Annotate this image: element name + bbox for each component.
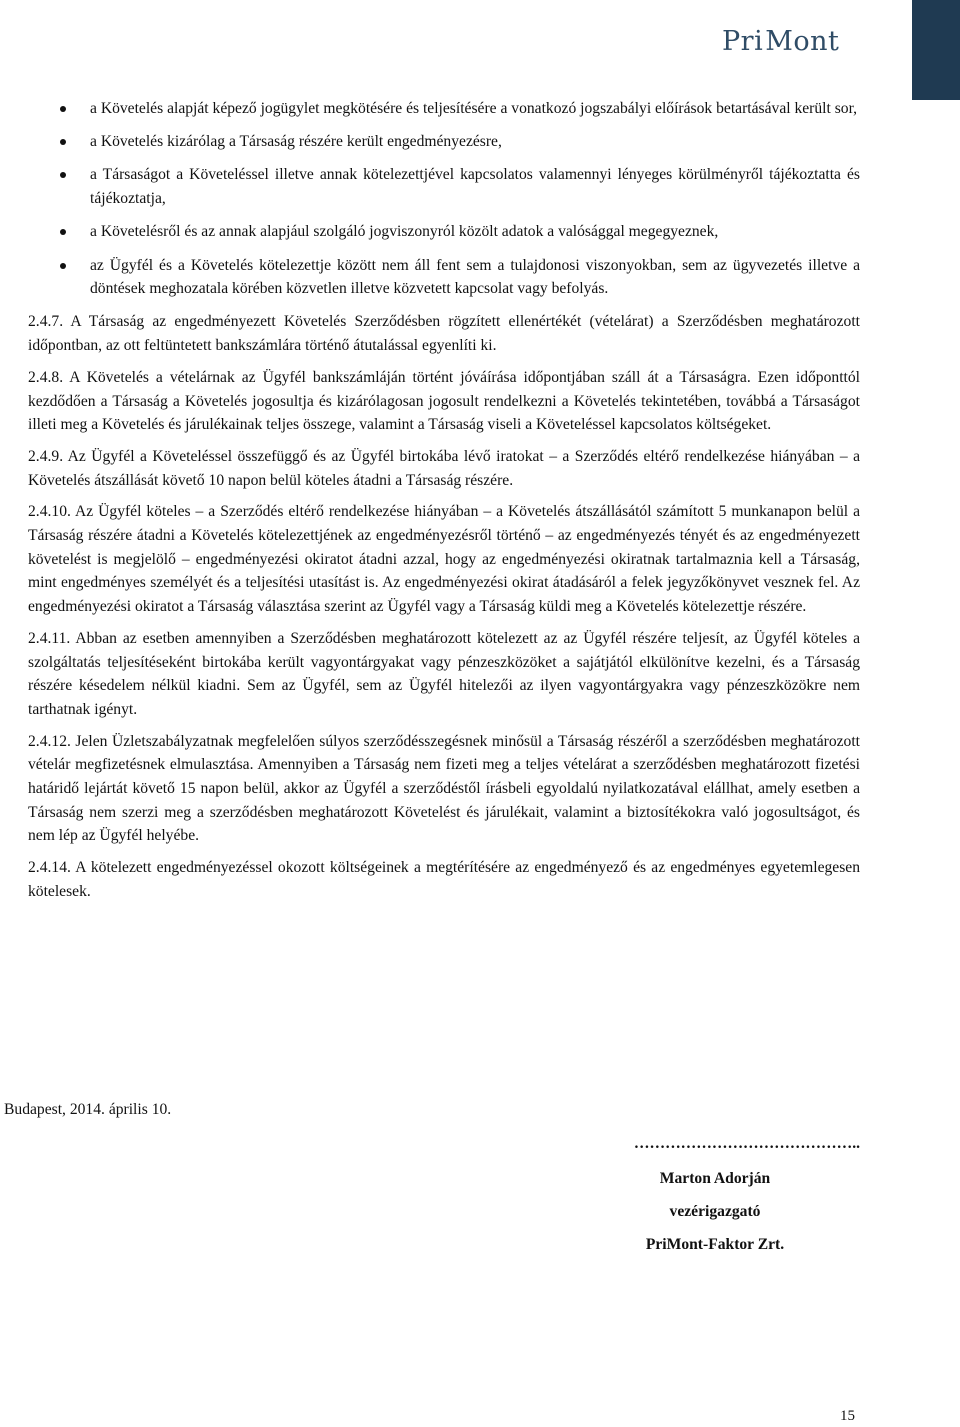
primont-logo <box>722 26 839 57</box>
header-accent-bar <box>912 0 960 100</box>
logo-part-2: M <box>765 26 794 57</box>
place-date: Budapest, 2014. április 10. <box>4 1101 172 1118</box>
document-body <box>28 97 860 912</box>
signature-line: …………………………………….. <box>633 1135 860 1152</box>
signature-block <box>570 1134 860 1267</box>
paragraph-2-4-8: 2.4.8. A Követelés a vételárnak az Ügyfél bankszámláján történt jóváírása időpontjában száll át a Társaságra. Ezen időponttól kezdődően a Társaság a Követelés jogosultja és kizárólagosan jogosult rendelkezni a Követelés tekintetében, továbbá a Társaságot illeti meg a Követelés és járulékainak teljes összege, valamint a Társaság viseli a Követeléssel kapcsolatos költségeket. <box>28 368 860 434</box>
signatory-title: vezérigazgató <box>669 1203 761 1220</box>
paragraph-2-4-10: 2.4.10. Az Ügyfél köteles – a Szerződés eltérő rendelkezése hiányában – a Követelés átszállásától számított 5 munkanapon belül a Társaság részére átadni a Követelés kötelezettjének az engedményezésről történő – az engedményezés tényét és az engedményezett követelést is megjelölő – engedményezési okiratot átadni azzal, hogy az engedményezési okiratnak tartalmaznia kell a Társaság, mint engedményes személyét és a teljesítési utasítást is. Az engedményezési okirat átadásáról a felek jegyzőkönyvet vesznek fel. Az engedményezési okiratot a Társaság választása szerint az Ügyfél vagy a Társaság küldi meg a Követelés kötelezettje részére. <box>28 503 860 616</box>
paragraph-2-4-12: 2.4.12. Jelen Üzletszabályzatnak megfelelően súlyos szerződésszegésnek minősül a Társaság részéről a szerződésben meghatározott vételár megfizetésnek elmulasztása. Amennyiben a Társaság nem fizeti meg a teljes vételárat a szerződésben meghatározott fizetési határidő lejártát követő 15 napon belül, akkor az Ügyfél a szerződéstől írásbeli egyoldalú nyilatkozatával elállhat, amely esetben a Társaság nem szerzi meg a szerződésben meghatározott Követelést és járulékait, valamint a biztosítékokra való jogosultságot, és nem lép az Ügyfél helyébe. <box>28 732 860 845</box>
bullet-item: a Követelés alapját képező jogügylet megkötésére és teljesítésére a vonatkozó jogszabályi előírások betartásával került sor, <box>28 97 860 121</box>
logo-part-1: Pri <box>722 26 764 57</box>
paragraph-2-4-7: 2.4.7. A Társaság az engedményezett Követelés Szerződésben rögzített ellenértékét (vételárat) a Szerződésben meghatározott időpontban, az ott feltüntetett bankszámlára történő átutalással egyenlíti ki. <box>28 313 860 355</box>
paragraph-2-4-9: 2.4.9. Az Ügyfél a Követeléssel összefüggő és az Ügyfél birtokába lévő iratokat – a Szerződés eltérő rendelkezése hiányában – a Követelés átszállását követő 10 napon belül köteles átadni a Társaság részére. <box>28 447 860 489</box>
paragraph-2-4-14: 2.4.14. A kötelezett engedményezéssel okozott költségeinek a megtérítésére az engedményező és az engedményes egyetemlegesen kötelesek. <box>28 859 860 900</box>
page-number: 15 <box>840 1408 855 1424</box>
bullet-item: a Követelés kizárólag a Társaság részére került engedményezésre, <box>28 130 860 154</box>
logo-part-3: ont <box>793 26 840 57</box>
bullet-item: a Társaságot a Követeléssel illetve annak kötelezettjével kapcsolatos valamennyi lényeges körülményről tájékoztatta és tájékoztatja, <box>28 163 860 210</box>
bullet-list <box>28 97 860 301</box>
bullet-item: az Ügyfél és a Követelés kötelezettje között nem áll fent sem a tulajdonosi viszonyokban, sem az ügyvezetés illetve a döntések meghozatala körében közvetlen illetve közvetett kapcsolat vagy befolyás. <box>28 254 860 301</box>
company-name: PriMont-Faktor Zrt. <box>645 1236 785 1253</box>
bullet-item: a Követelésről és az annak alapjául szolgáló jogviszonyról közölt adatok a valósággal megegyeznek, <box>28 220 860 244</box>
paragraph-2-4-11: 2.4.11. Abban az esetben amennyiben a Szerződésben meghatározott kötelezett az az Ügyfél részére teljesít, az Ügyfél köteles a szolgáltatás teljesítéseként birtokába került vagyontárgyakat vagy pénzeszközöket a sajátjától elkülönítve kezelni, és a Társaság részére késedelem nélkül kiadni. Sem az Ügyfél, sem az Ügyfél hitelezői az ilyen vagyontárgyakra vagy pénzeszközökre nem tarthatnak igényt. <box>28 629 860 718</box>
signatory-name: Marton Adorján <box>659 1170 771 1187</box>
